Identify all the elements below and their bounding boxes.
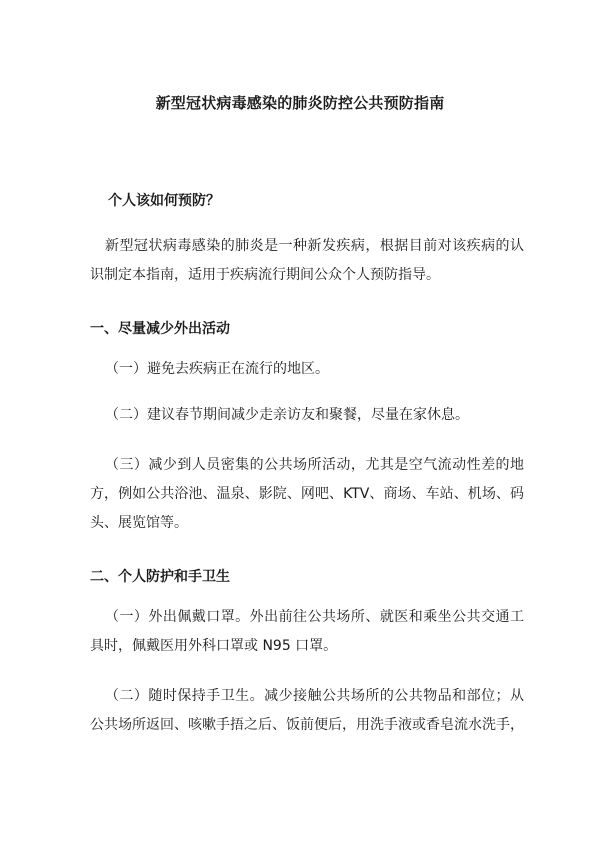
section-1-item-3: （三）减少到人员密集的公共场所活动，尤其是空气流动性差的地方，例如公共浴池、温泉、影院、网吧、KTV、商场、车站、机场、码头、展览馆等。	[90, 457, 524, 531]
section-2-item-1: （一）外出佩戴口罩。外出前往公共场所、就医和乘坐公共交通工具时，佩戴医用外科口罩或 N95 口罩。	[90, 609, 524, 654]
section-1-item-1: （一）避免去疾病正在流行的地区。	[105, 361, 329, 377]
intro-paragraph: 新型冠状病毒感染的肺炎是一种新发疾病，根据目前对该疾病的认识制定本指南，适用于疾病流行期间公众个人预防指导。	[90, 238, 524, 283]
question-heading: 个人该如何预防？	[108, 193, 220, 209]
document-title: 新型冠状病毒感染的肺炎防控公共预防指南	[155, 94, 445, 112]
section-2-heading: 二、个人防护和手卫生	[90, 569, 230, 585]
section-1-item-2: （二）建议春节期间减少走亲访友和聚餐，尽量在家休息。	[105, 407, 469, 423]
section-1-heading: 一、尽量减少外出活动	[90, 321, 230, 337]
section-2-item-2: （二）随时保持手卫生。减少接触公共场所的公共物品和部位；从公共场所返回、咳嗽手捂之后、饭前便后，用洗手液或香皂流水洗手，	[90, 688, 524, 733]
